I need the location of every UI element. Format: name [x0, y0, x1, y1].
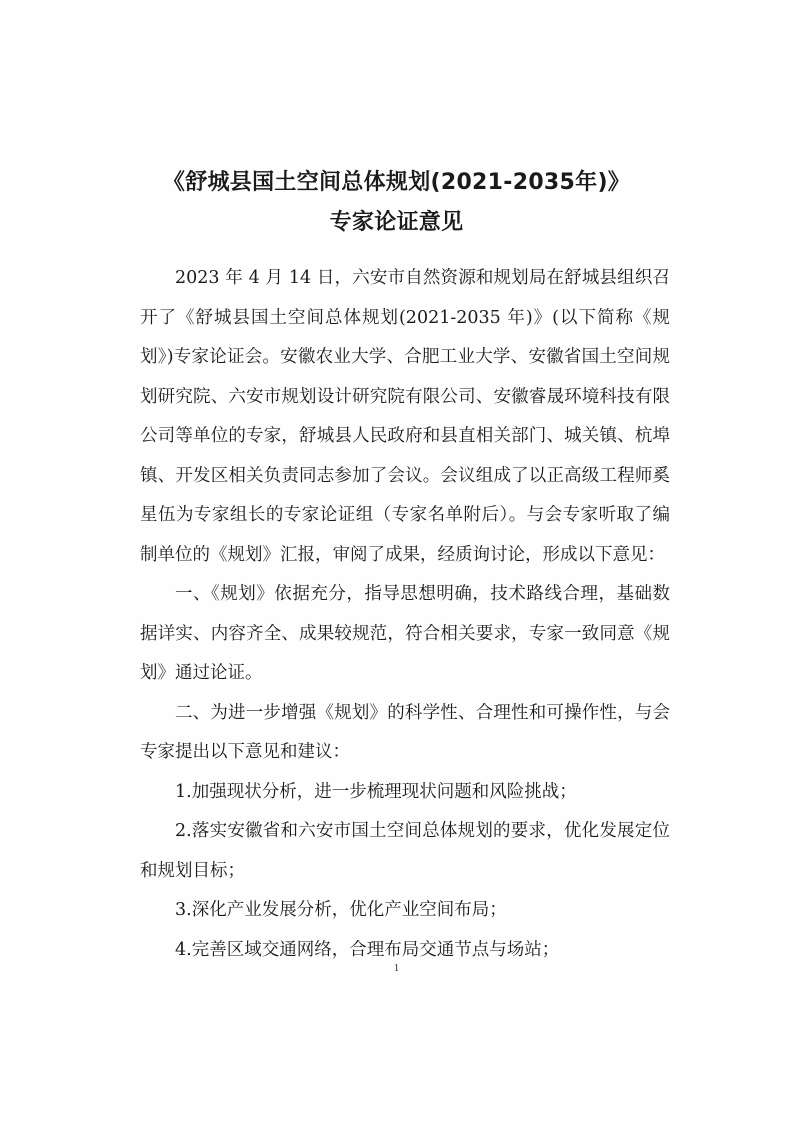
list-item-suggestion-2: 2.落实安徽省和六安市国土空间总体规划的要求，优化发展定位和规划目标； — [140, 821, 670, 881]
document-title: 《舒城县国土空间总体规划(2021-2035年)》 — [162, 170, 631, 195]
document-body — [140, 259, 670, 970]
paragraph-opinion-1: 一、《规划》依据充分，指导思想明确，技术路线合理，基础数据详实、内容齐全、成果较规范，符合相关要求，专家一致同意《规划》通过论证。 — [140, 584, 670, 683]
list-item-suggestion-3: 3.深化产业发展分析，优化产业空间布局； — [175, 900, 507, 920]
list-item-suggestion-4: 4.完善区域交通网络，合理布局交通节点与场站； — [175, 939, 560, 960]
paragraph-opinion-2: 二、为进一步增强《规划》的科学性、合理性和可操作性，与会专家提出以下意见和建议： — [140, 702, 670, 762]
document-subtitle: 专家论证意见 — [329, 210, 464, 235]
title-block — [100, 163, 693, 243]
paragraph-intro: 2023 年 4 月 14 日，六安市自然资源和规划局在舒城县组织召开了《舒城县国土空间总体规划(2021-2035 年)》(以下简称《规划》)专家论证会。安徽农业大学、合肥工业大学、安徽省国土空间规划研究院、六安市规划设计研究院有限公司、安徽睿晟环境科技有限公司等单位的专家，舒城县人民政府和县直相关部门、城关镇、杭埠镇、开发区相关负责同志参加了会议。会议组成了以正高级工程师奚星伍为专家组长的专家论证组（专家名单附后）。与会专家听取了编制单位的《规划》汇报，审阅了成果，经质询讨论，形成以下意见： — [140, 268, 670, 565]
page-number: 1 — [393, 962, 400, 974]
list-item-suggestion-1: 1.加强现状分析，进一步梳理现状问题和风险挑战； — [175, 781, 577, 802]
